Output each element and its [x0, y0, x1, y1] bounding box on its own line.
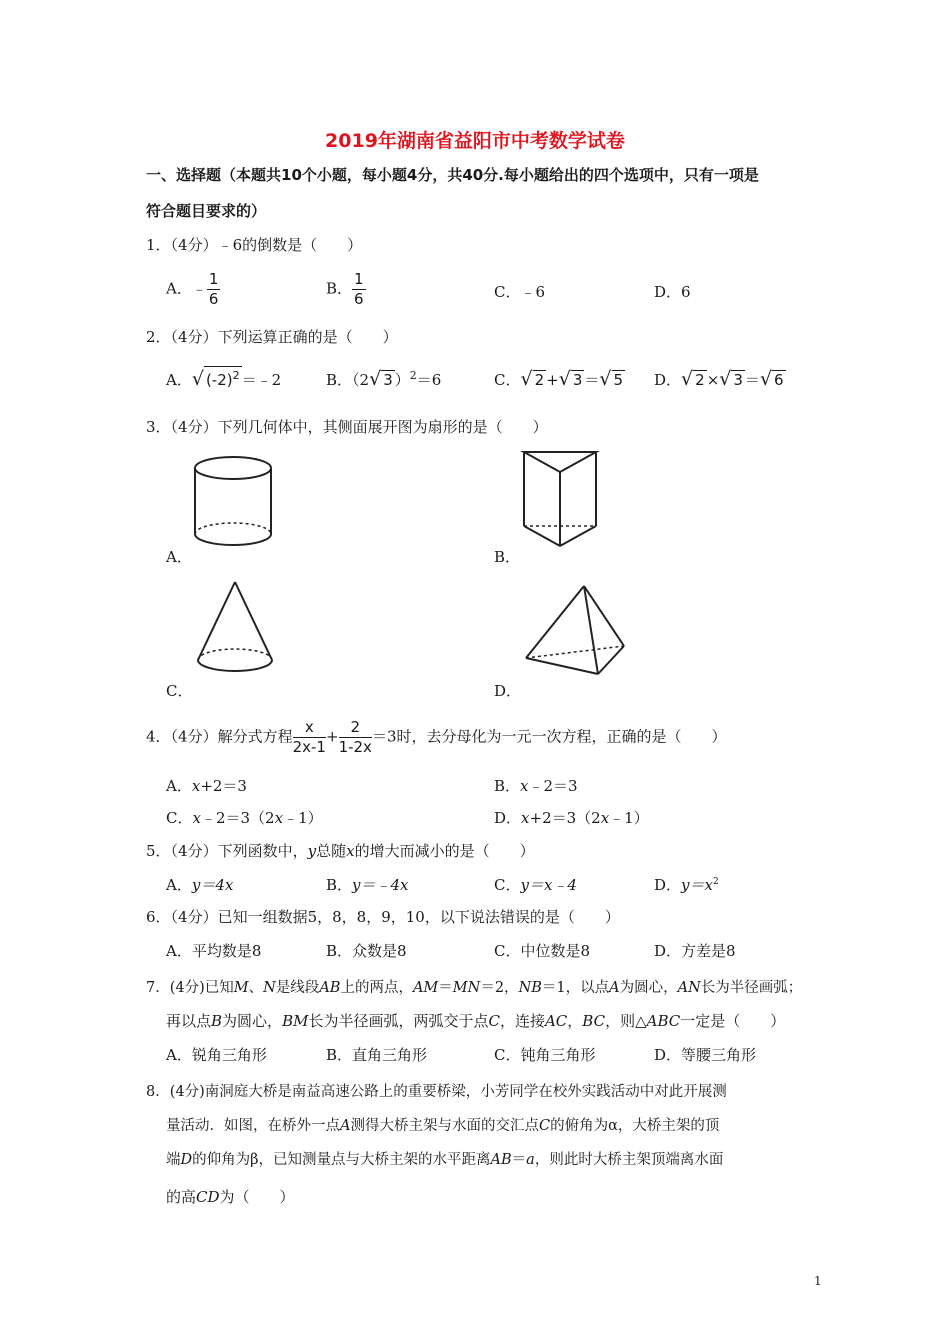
- variable-x: x: [191, 777, 201, 795]
- text: 是线段: [275, 980, 320, 996]
- question-1-option-d: D．6: [654, 283, 691, 301]
- variable-x: x: [346, 842, 355, 860]
- radicand: 3: [733, 371, 743, 389]
- variable-x: x: [192, 809, 201, 827]
- variable-x: x: [274, 809, 284, 827]
- question-7-line1: [146, 976, 802, 997]
- segment-bc: BC: [582, 1012, 606, 1030]
- page-title: 2019年湖南省益阳市中考数学试卷: [325, 130, 625, 152]
- option-c-label: C．: [166, 809, 193, 827]
- exponent: 2: [712, 877, 719, 887]
- option-b-label: B．: [326, 371, 353, 389]
- denominator: 6: [208, 290, 219, 308]
- text: 长为半径画弧；: [700, 980, 803, 996]
- text: 为（ ）: [219, 1188, 295, 1206]
- expression: y＝x﹣4: [520, 876, 577, 894]
- times-sign: ×: [706, 371, 720, 389]
- sqrt-symbol: √: [681, 368, 694, 390]
- denominator: 6: [354, 290, 364, 308]
- text: 为圆心，: [222, 1012, 283, 1030]
- numerator: x: [293, 718, 326, 738]
- option-b-label: B．: [494, 777, 521, 795]
- question-6-stem: 6．（4分）已知一组数据5，8，8，9，10，以下说法错误的是（ ）: [146, 908, 620, 926]
- point-a: A: [340, 1118, 351, 1134]
- equation-mid: ﹣2＝3（2: [200, 809, 275, 827]
- question-6-option-c: C．中位数是8: [494, 942, 591, 960]
- segment-ab: AB: [490, 1152, 512, 1168]
- text: ，则此时大桥主架顶端离水面: [534, 1152, 724, 1168]
- radicand: 3: [383, 371, 393, 389]
- page-number: 1: [814, 1274, 822, 1288]
- sqrt-symbol: √: [719, 368, 732, 390]
- point-n: N: [263, 980, 276, 996]
- cylinder-icon: [190, 454, 276, 550]
- question-8-line3: [166, 1148, 723, 1169]
- text: 、: [248, 980, 264, 996]
- radicand: 2: [695, 371, 705, 389]
- question-7-line2: [166, 1010, 785, 1031]
- radicand: 6: [774, 371, 784, 389]
- question-1-option-b: [326, 270, 366, 309]
- option-d-label: D．: [494, 809, 522, 827]
- question-3-option-d: D．: [494, 682, 522, 700]
- minus-sign: ﹣: [191, 279, 207, 298]
- equals-sign: ＝: [744, 371, 760, 389]
- option-a-label: A．: [166, 279, 192, 298]
- question-7-option-a: A．锐角三角形: [166, 1046, 267, 1064]
- stem-prefix: 4．（4分）解分式方程: [146, 727, 293, 746]
- point-m: M: [233, 980, 249, 996]
- numerator: 2: [339, 718, 372, 738]
- question-8-line2: [166, 1114, 719, 1135]
- segment-nb: NB: [518, 980, 542, 996]
- text: ，: [567, 1012, 583, 1030]
- text: 的仰角为β，已知测量点与大桥主架的水平距离: [192, 1152, 491, 1168]
- point-d: D: [180, 1152, 193, 1168]
- equation-rest: ＝6: [416, 371, 442, 389]
- question-3-stem: 3．（4分）下列几何体中，其侧面展开图为扇形的是（ ）: [146, 418, 548, 436]
- text: ＝: [511, 1152, 527, 1168]
- radicand: 5: [613, 371, 624, 389]
- question-8-line1: 8．(4分)南洞庭大桥是南益高速公路上的重要桥梁，小芳同学在校外实践活动中对此开展测: [146, 1084, 727, 1100]
- point-a: A: [609, 980, 620, 996]
- equation-rest: ﹣2＝3: [528, 777, 578, 795]
- equation-rest: ﹣1）: [609, 809, 649, 827]
- radicand: [204, 366, 242, 389]
- fraction-one-sixth: [352, 270, 366, 309]
- question-6-option-d: D．方差是8: [654, 942, 736, 960]
- question-7-option-c: C．钝角三角形: [494, 1046, 596, 1064]
- equation-rest: ＝﹣2: [241, 371, 282, 389]
- text: ＝2，: [480, 980, 519, 996]
- equation-rest: ﹣1）: [283, 809, 323, 827]
- question-2-option-b: [326, 368, 441, 390]
- expression: y＝4x: [191, 876, 234, 894]
- variable-x: x: [600, 809, 610, 827]
- text: ，则△: [605, 1012, 647, 1030]
- question-2-option-a: [166, 366, 281, 390]
- stem-part: 5．（4分）下列函数中，: [146, 842, 308, 860]
- question-6-option-b: B．众数是8: [326, 942, 407, 960]
- variable-x: x: [520, 777, 529, 795]
- denominator: 2x-1: [292, 738, 326, 756]
- plus-sign: +: [546, 371, 559, 389]
- question-4-stem: [146, 718, 727, 757]
- segment-ac: AC: [544, 1012, 568, 1030]
- sqrt-symbol: √: [558, 368, 571, 390]
- cone-icon: [194, 578, 276, 678]
- sqrt-symbol: √: [369, 368, 382, 390]
- stem-part: 总随: [316, 842, 347, 860]
- question-3-option-b: B．: [494, 548, 521, 566]
- text: 的俯角为α，大桥主架的顶: [550, 1118, 720, 1134]
- radicand: 3: [572, 371, 583, 389]
- segment-ab: AB: [319, 980, 341, 996]
- numerator: 1: [354, 270, 364, 288]
- option-d-label: D．: [654, 876, 682, 894]
- sqrt-symbol: √: [759, 368, 773, 390]
- numerator: 1: [208, 270, 219, 288]
- sqrt-symbol: √: [520, 368, 533, 390]
- text: 长为半径画弧，两弧交于点: [308, 1012, 489, 1030]
- question-2-option-d: [654, 368, 786, 390]
- radicand: 2: [534, 371, 545, 389]
- question-8-line4: [166, 1186, 295, 1207]
- option-c-label: C．: [494, 371, 521, 389]
- expression: y＝x: [681, 876, 713, 894]
- fraction-x-over-2x-1: [293, 718, 326, 757]
- point-b: B: [211, 1012, 223, 1030]
- question-1-option-c: C．﹣6: [494, 283, 546, 301]
- question-5-option-c: [494, 874, 577, 895]
- equation-rest: +2＝3: [200, 777, 247, 795]
- triangular-prism-icon: [520, 448, 600, 550]
- question-4-option-d: [494, 807, 649, 828]
- option-b-label: B．: [326, 279, 353, 298]
- question-5-stem: [146, 840, 535, 861]
- text: 一定是（ ）: [680, 1012, 786, 1030]
- exponent: 2: [409, 369, 417, 382]
- text: 端: [166, 1152, 181, 1168]
- question-5-option-b: [326, 874, 409, 895]
- text: ，连接: [499, 1012, 545, 1030]
- sqrt-symbol: √: [599, 368, 612, 390]
- question-3-option-c: C．: [166, 682, 193, 700]
- segment-bm: BM: [282, 1012, 309, 1030]
- text: 7．(4分)已知: [146, 980, 234, 996]
- sqrt-symbol: √: [191, 368, 204, 390]
- segment-cd: CD: [196, 1188, 220, 1206]
- question-1-stem: 1．（4分）﹣6的倒数是（ ）: [146, 236, 363, 254]
- exponent: 2: [232, 369, 240, 382]
- question-7-option-b: B．直角三角形: [326, 1046, 428, 1064]
- question-3-option-a: A．: [166, 548, 192, 566]
- section-header-line1: 一、选择题（本题共10个小题，每小题4分，共40分.每小题给出的四个选项中，只有一项是: [146, 166, 759, 184]
- question-5-option-a: [166, 874, 233, 895]
- denominator: 1-2x: [338, 738, 372, 756]
- expression: y＝﹣4x: [352, 876, 409, 894]
- question-1-option-a: [166, 270, 220, 309]
- radicand-text: (-2): [205, 371, 233, 389]
- text: 再以点: [166, 1012, 212, 1030]
- question-2-option-c: [494, 368, 625, 390]
- section-header-line2: 符合题目要求的）: [146, 202, 267, 220]
- text: 测得大桥主架与水面的交汇点: [350, 1118, 539, 1134]
- question-7-option-d: D．等腰三角形: [654, 1046, 757, 1064]
- option-a-label: A．: [166, 876, 192, 894]
- segment-am: AM: [412, 980, 439, 996]
- text: ＝1，以点: [541, 980, 610, 996]
- plus-sign: +: [325, 727, 339, 746]
- segment-an: AN: [677, 980, 701, 996]
- text: 上的两点，: [340, 980, 413, 996]
- equation-mid: +2＝3（2: [529, 809, 601, 827]
- question-2-stem: 2．（4分）下列运算正确的是（ ）: [146, 328, 398, 346]
- fraction-2-over-1-2x: [339, 718, 372, 757]
- option-d-label: D．: [654, 371, 682, 389]
- question-4-option-a: [166, 775, 247, 796]
- variable-a: a: [526, 1152, 535, 1168]
- stem-part: 的增大而减小的是（ ）: [354, 842, 535, 860]
- option-a-label: A．: [166, 371, 192, 389]
- text: 量活动．如图，在桥外一点: [166, 1118, 340, 1134]
- text: 为圆心，: [619, 980, 678, 996]
- close-paren: ）: [394, 371, 410, 389]
- option-c-label: C．: [494, 876, 521, 894]
- option-b-label: B．: [326, 876, 353, 894]
- open-paren: （2: [352, 371, 370, 389]
- variable-x: x: [521, 809, 530, 827]
- question-5-option-d: [654, 874, 719, 895]
- fraction-one-sixth: [207, 270, 221, 309]
- question-6-option-a: A．平均数是8: [166, 942, 262, 960]
- text: ＝: [438, 980, 453, 996]
- question-4-option-b: [494, 775, 578, 796]
- point-c: C: [538, 1118, 551, 1134]
- question-4-option-c: [166, 807, 323, 828]
- option-a-label: A．: [166, 777, 192, 795]
- triangle-abc: ABC: [646, 1012, 681, 1030]
- segment-mn: MN: [452, 980, 481, 996]
- tetrahedron-icon: [522, 582, 628, 678]
- text: 的高: [166, 1188, 197, 1206]
- point-c: C: [488, 1012, 500, 1030]
- stem-suffix: ＝3时，去分母化为一元一次方程，正确的是（ ）: [371, 727, 727, 746]
- equals-sign: ＝: [584, 371, 600, 389]
- variable-y: y: [307, 842, 317, 860]
